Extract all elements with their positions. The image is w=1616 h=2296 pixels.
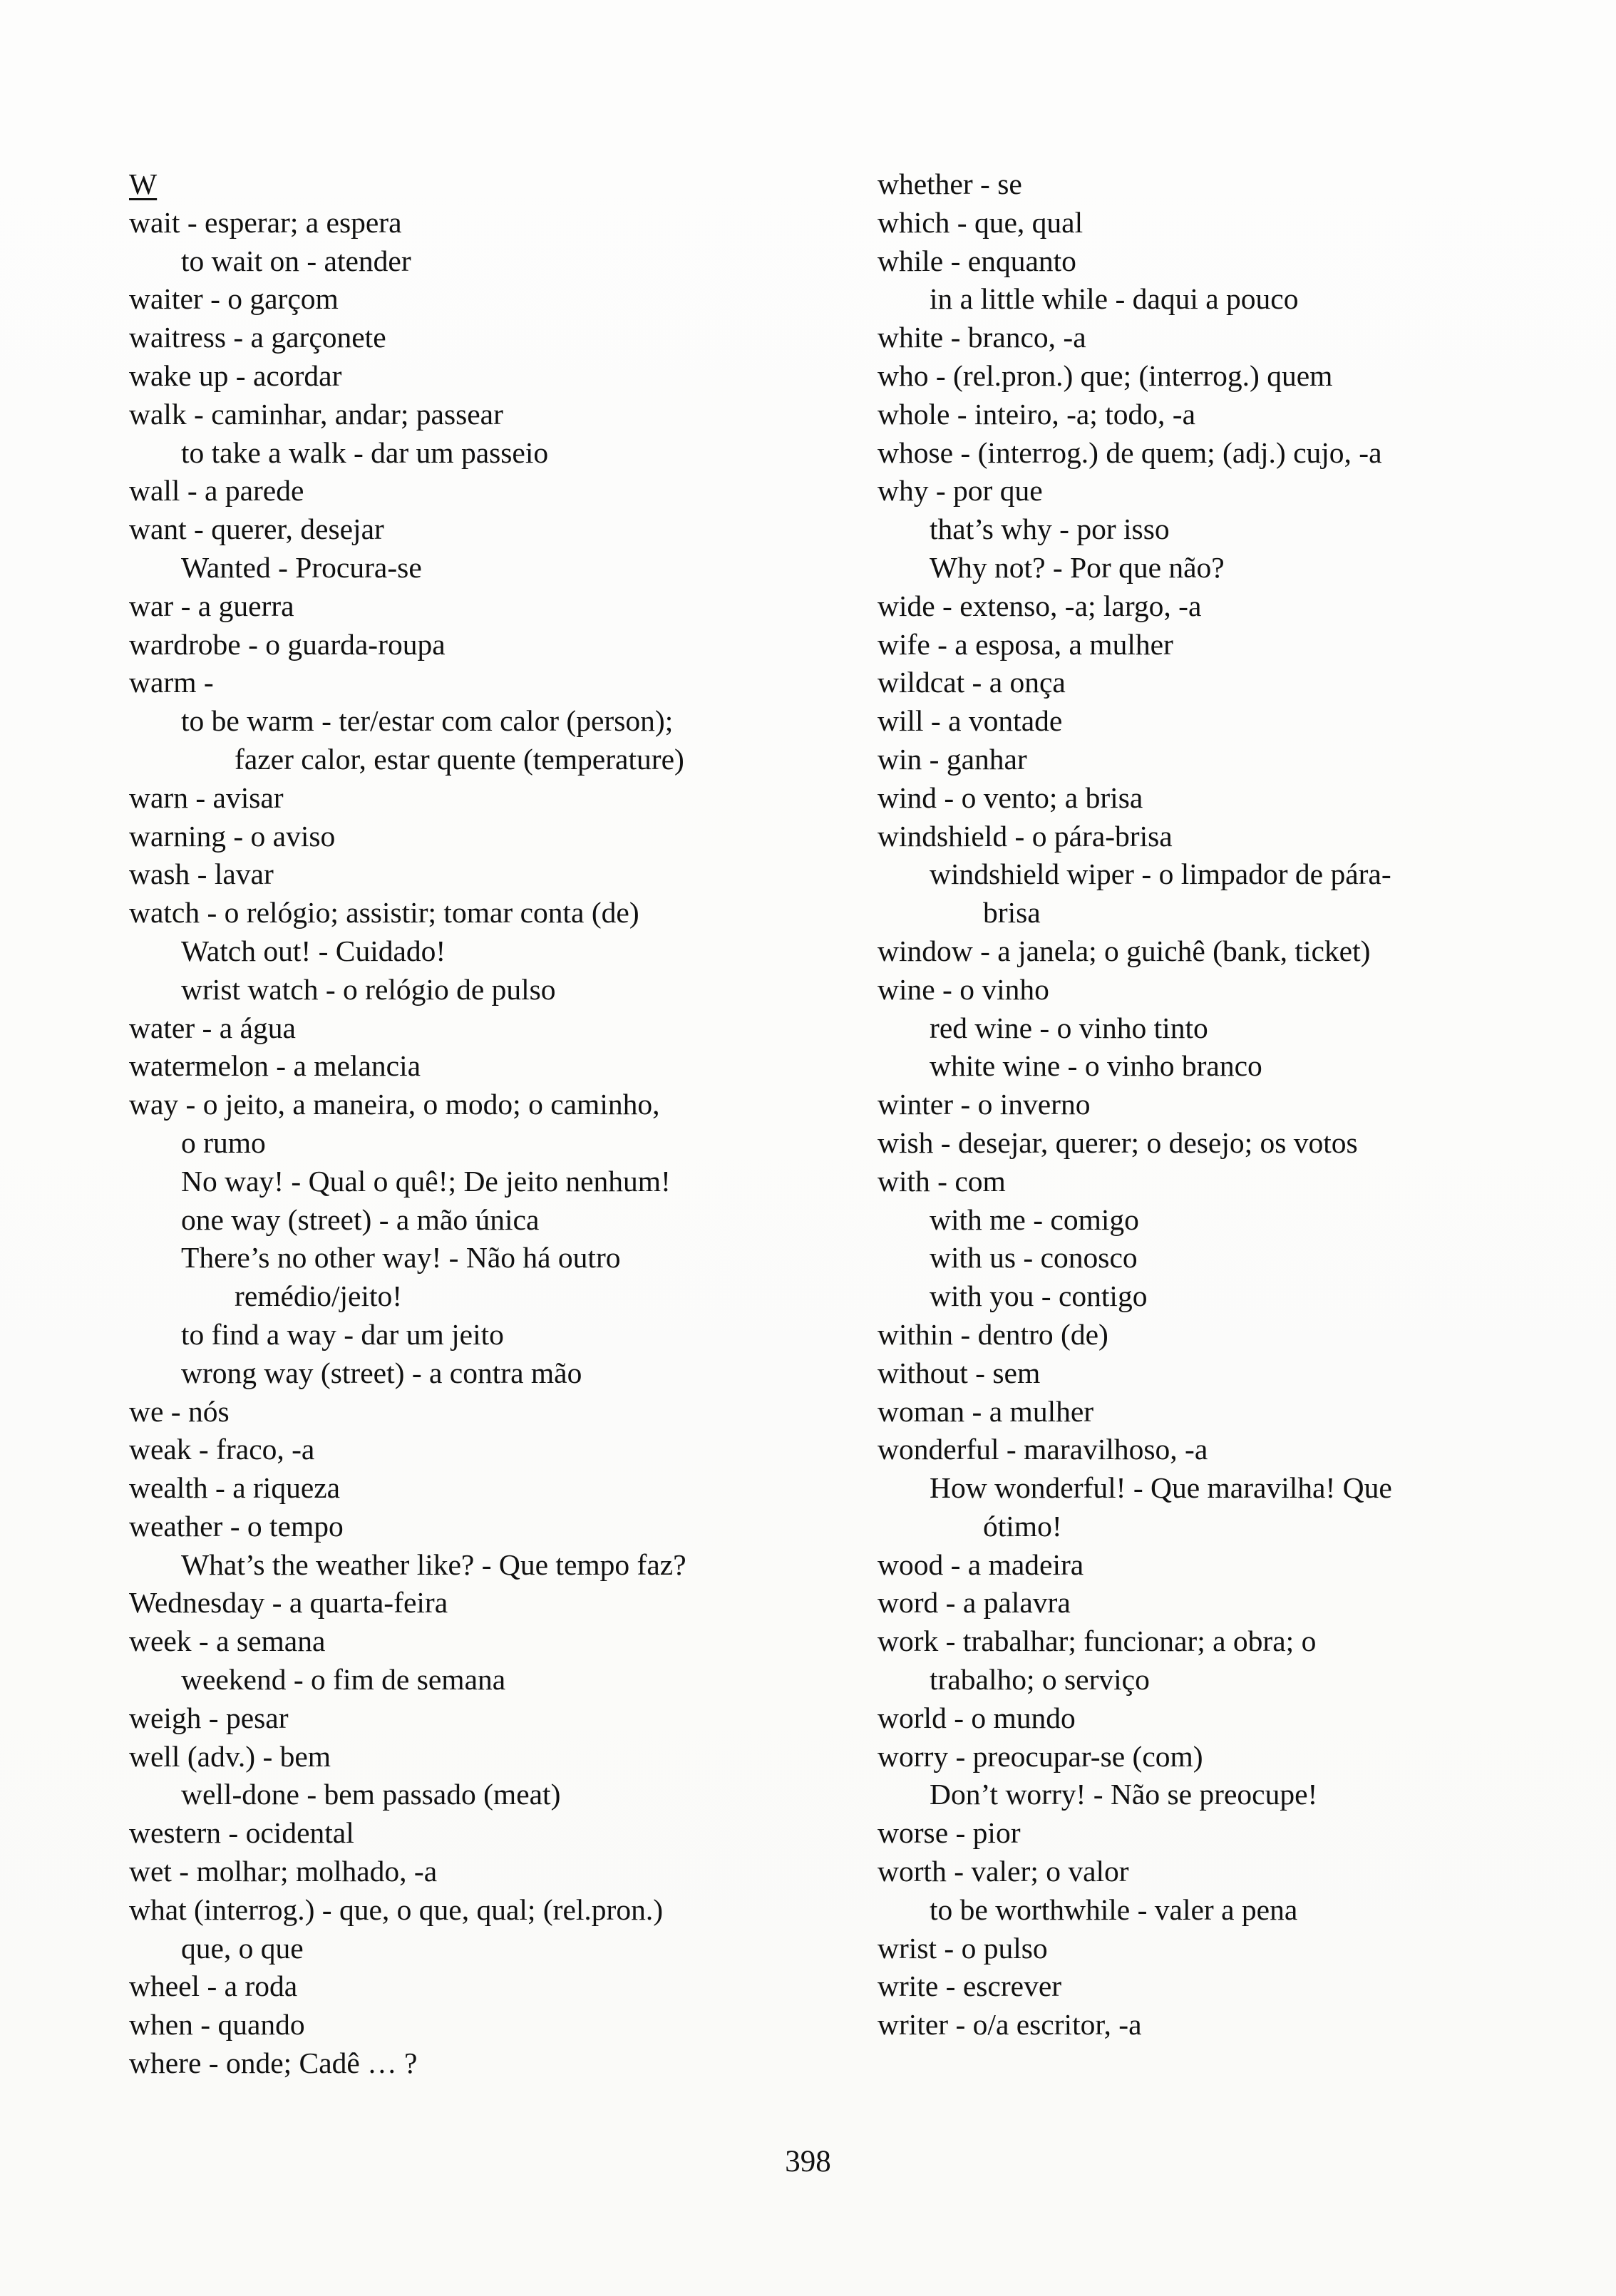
- dictionary-entry: wash - lavar: [129, 858, 274, 891]
- dictionary-subentry: with me - comigo: [930, 1203, 1139, 1236]
- dictionary-entry: wait - esperar; a espera: [129, 205, 402, 239]
- dictionary-entry: why - por que: [878, 474, 1043, 508]
- dictionary-subentry: Why not? - Por que não?: [930, 550, 1225, 584]
- dictionary-entry: whole - inteiro, -a; todo, -a: [878, 397, 1195, 431]
- dictionary-entry: wide - extenso, -a; largo, -a: [878, 589, 1202, 622]
- dictionary-entry: wildcat - a onça: [878, 666, 1066, 699]
- dictionary-entry: will - a vontade: [878, 704, 1063, 738]
- dictionary-subentry: Don’t worry! - Não se preocupe!: [930, 1778, 1318, 1811]
- right-entries: [878, 165, 1555, 2044]
- dictionary-entry: war - a guerra: [129, 589, 294, 622]
- right-column: [878, 165, 1555, 2044]
- dictionary-entry: who - (rel.pron.) que; (interrog.) quem: [878, 359, 1333, 392]
- dictionary-subentry: white wine - o vinho branco: [930, 1049, 1262, 1083]
- dictionary-entry: when - quando: [129, 2008, 305, 2042]
- dictionary-entry: wardrobe - o guarda-roupa: [129, 627, 446, 661]
- dictionary-subentry: to find a way - dar um jeito: [181, 1317, 504, 1351]
- dictionary-subentry: Wanted - Procura-se: [181, 550, 422, 584]
- dictionary-entry: weak - fraco, -a: [129, 1433, 315, 1466]
- dictionary-entry: wife - a esposa, a mulher: [878, 627, 1173, 661]
- dictionary-entry: woman - a mulher: [878, 1394, 1094, 1428]
- dictionary-entry: waiter - o garçom: [129, 282, 339, 316]
- dictionary-entry: wonderful - maravilhoso, -a: [878, 1433, 1208, 1466]
- dictionary-subentry: No way! - Qual o quê!; De jeito nenhum!: [181, 1164, 671, 1198]
- dictionary-entry: where - onde; Cadê … ?: [129, 2047, 418, 2080]
- dictionary-entry: wind - o vento; a brisa: [878, 781, 1143, 814]
- dictionary-subentry: wrong way (street) - a contra mão: [181, 1356, 582, 1389]
- dictionary-subentry: Watch out! - Cuidado!: [181, 934, 446, 967]
- dictionary-subentry: to take a walk - dar um passeio: [181, 436, 549, 469]
- dictionary-subentry: que, o que: [181, 1931, 304, 1965]
- dictionary-subentry: in a little while - daqui a pouco: [930, 282, 1299, 316]
- dictionary-entry: window - a janela; o guichê (bank, ticket): [878, 934, 1371, 967]
- dictionary-entry: wood - a madeira: [878, 1548, 1084, 1581]
- dictionary-entry: with - com: [878, 1164, 1006, 1198]
- dictionary-subentry: brisa: [983, 896, 1041, 930]
- dictionary-entry: whose - (interrog.) de quem; (adj.) cujo, -a: [878, 436, 1382, 469]
- dictionary-entry: wake up - acordar: [129, 359, 342, 392]
- dictionary-entry: warm -: [129, 666, 214, 699]
- dictionary-subentry: with you - contigo: [930, 1280, 1148, 1313]
- dictionary-entry: within - dentro (de): [878, 1317, 1108, 1351]
- dictionary-entry: weather - o tempo: [129, 1509, 344, 1543]
- dictionary-entry: while - enquanto: [878, 244, 1076, 277]
- section-letter: W: [129, 168, 158, 200]
- dictionary-entry: wall - a parede: [129, 474, 304, 508]
- dictionary-subentry: one way (street) - a mão única: [181, 1203, 540, 1236]
- dictionary-entry: write - escrever: [878, 1970, 1062, 2003]
- dictionary-subentry: with us - conosco: [930, 1241, 1138, 1275]
- dictionary-subentry: red wine - o vinho tinto: [930, 1011, 1208, 1044]
- dictionary-entry: watermelon - a melancia: [129, 1049, 421, 1083]
- dictionary-entry: worry - preocupar-se (com): [878, 1739, 1203, 1773]
- dictionary-entry: world - o mundo: [878, 1701, 1076, 1734]
- dictionary-entry: well (adv.) - bem: [129, 1739, 331, 1773]
- dictionary-entry: way - o jeito, a maneira, o modo; o caminho,: [129, 1088, 660, 1121]
- dictionary-entry: wrist - o pulso: [878, 1931, 1048, 1965]
- dictionary-subentry: to wait on - atender: [181, 244, 411, 277]
- dictionary-entry: what (interrog.) - que, o que, qual; (rel.pron.): [129, 1893, 664, 1926]
- dictionary-entry: wish - desejar, querer; o desejo; os votos: [878, 1126, 1358, 1159]
- dictionary-subentry: How wonderful! - Que maravilha! Que: [930, 1471, 1392, 1505]
- dictionary-entry: Wednesday - a quarta-feira: [129, 1586, 448, 1620]
- dictionary-entry: warning - o aviso: [129, 819, 336, 853]
- dictionary-entry: week - a semana: [129, 1625, 326, 1658]
- dictionary-subentry: trabalho; o serviço: [930, 1663, 1150, 1697]
- dictionary-entry: worse - pior: [878, 1816, 1021, 1850]
- dictionary-subentry: to be warm - ter/estar com calor (person);: [181, 704, 674, 738]
- dictionary-subentry: wrist watch - o relógio de pulso: [181, 972, 556, 1006]
- dictionary-subentry: windshield wiper - o limpador de pára-: [930, 858, 1391, 891]
- page-number: 398: [785, 2145, 831, 2178]
- dictionary-entry: weigh - pesar: [129, 1701, 289, 1734]
- dictionary-entry: win - ganhar: [878, 742, 1027, 776]
- dictionary-entry: waitress - a garçonete: [129, 321, 386, 354]
- dictionary-entry: watch - o relógio; assistir; tomar conta (de): [129, 896, 639, 930]
- dictionary-entry: wet - molhar; molhado, -a: [129, 1855, 438, 1888]
- dictionary-entry: without - sem: [878, 1356, 1041, 1389]
- dictionary-entry: word - a palavra: [878, 1586, 1071, 1620]
- dictionary-subentry: fazer calor, estar quente (temperature): [235, 742, 684, 776]
- dictionary-entry: wine - o vinho: [878, 972, 1049, 1006]
- dictionary-subentry: that’s why - por isso: [930, 513, 1170, 546]
- dictionary-subentry: remédio/jeito!: [235, 1280, 403, 1313]
- dictionary-entry: winter - o inverno: [878, 1088, 1091, 1121]
- dictionary-subentry: ótimo!: [983, 1509, 1062, 1543]
- left-column: [129, 165, 785, 2083]
- dictionary-entry: water - a água: [129, 1011, 296, 1044]
- dictionary-subentry: There’s no other way! - Não há outro: [181, 1241, 621, 1275]
- dictionary-entry: warn - avisar: [129, 781, 284, 814]
- dictionary-entry: want - querer, desejar: [129, 513, 384, 546]
- dictionary-subentry: weekend - o fim de semana: [181, 1663, 506, 1697]
- dictionary-subentry: well-done - bem passado (meat): [181, 1778, 561, 1811]
- dictionary-subentry: What’s the weather like? - Que tempo faz?: [181, 1548, 686, 1581]
- dictionary-entry: wealth - a riqueza: [129, 1471, 341, 1505]
- dictionary-entry: whether - se: [878, 168, 1022, 200]
- dictionary-entry: white - branco, -a: [878, 321, 1086, 354]
- dictionary-entry: wheel - a roda: [129, 1970, 298, 2003]
- dictionary-entry: worth - valer; o valor: [878, 1855, 1129, 1888]
- dictionary-entry: windshield - o pára-brisa: [878, 819, 1173, 853]
- dictionary-entry: which - que, qual: [878, 205, 1084, 239]
- section-heading: [129, 165, 785, 204]
- dictionary-subentry: o rumo: [181, 1126, 266, 1159]
- dictionary-entry: western - ocidental: [129, 1816, 354, 1850]
- dictionary-entry: work - trabalhar; funcionar; a obra; o: [878, 1625, 1317, 1658]
- dictionary-subentry: to be worthwhile - valer a pena: [930, 1893, 1298, 1926]
- dictionary-entry: we - nós: [129, 1394, 230, 1428]
- dictionary-entry: writer - o/a escritor, -a: [878, 2008, 1142, 2042]
- left-entries: [129, 204, 785, 2083]
- dictionary-entry: walk - caminhar, andar; passear: [129, 397, 503, 431]
